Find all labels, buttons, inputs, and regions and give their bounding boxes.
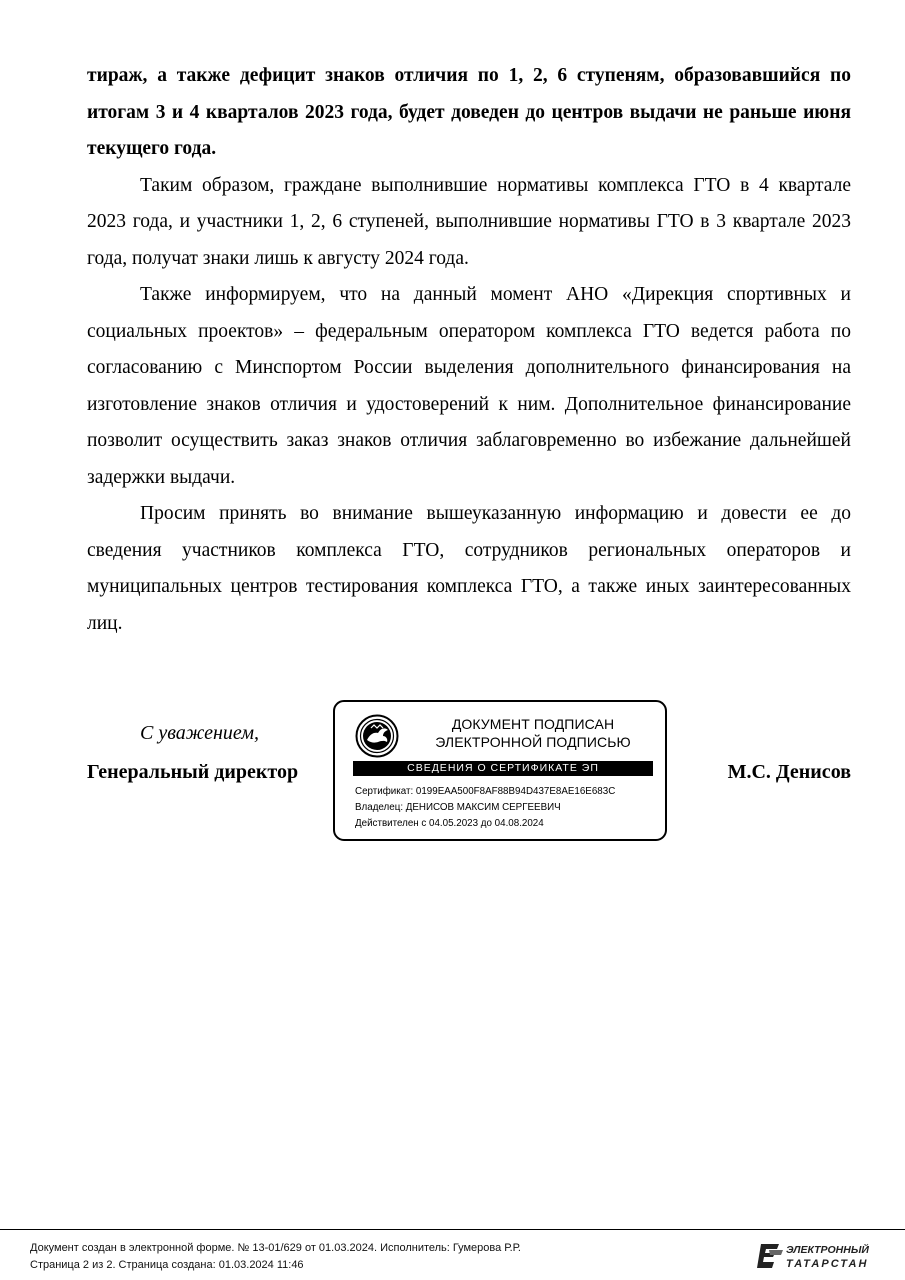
paragraph-4: Просим принять во внимание вышеуказанную информацию и довести ее до сведения участников комплекса ГТО, сотрудников региональных операторов и муниципальных центров тестирования комплекса ГТО, а также иных заинтересованных лиц. xyxy=(87,503,851,634)
footer-info xyxy=(30,1240,521,1274)
stamp-title xyxy=(413,715,653,751)
letter-body xyxy=(87,58,851,642)
signer-name: М.С. Денисов xyxy=(727,761,851,783)
footer-line-2: Страница 2 из 2. Страница создана: 01.03.2024 11:46 xyxy=(30,1259,304,1271)
signature-block xyxy=(0,700,905,850)
stamp-title-line-2: ЭЛЕКТРОННОЙ ПОДПИСЬЮ xyxy=(435,734,631,750)
electronic-signature-stamp xyxy=(333,700,667,841)
stamp-title-line-1: ДОКУМЕНТ ПОДПИСАН xyxy=(451,716,615,732)
logo-text-line-1: ЭЛЕКТРОННЫЙ xyxy=(786,1244,869,1256)
stamp-certificate-header: СВЕДЕНИЯ О СЕРТИФИКАТЕ ЭП xyxy=(353,761,653,776)
logo-text-line-2: ТАТАРСТАН xyxy=(786,1258,869,1270)
stamp-certificate-details xyxy=(355,784,615,832)
closing-regards: С уважением, xyxy=(140,722,260,744)
tatarstan-emblem-icon xyxy=(355,714,399,758)
electronic-tatarstan-logo-icon xyxy=(757,1241,877,1271)
paragraph-3: Также информируем, что на данный момент АНО «Дирекция спортивных и социальных проектов» – федеральным оператором комплекса ГТО ведется работа по согласованию с Минспортом России выделения дополнительного финансирования на изготовление знаков отличия и удостоверений к ним. Дополнительное финансирование позволит осуществить заказ знаков отличия заблаговременно во избежание дальнейшей задержки выдачи. xyxy=(87,284,851,488)
footer-line-1: Документ создан в электронной форме. № 13-01/629 от 01.03.2024. Исполнитель: Гумерова Р.Р. xyxy=(30,1242,521,1254)
signer-position: Генеральный директор xyxy=(87,761,299,783)
paragraph-2: Таким образом, граждане выполнившие нормативы комплекса ГТО в 4 квартале 2023 года, и участники 1, 2, 6 ступеней, выполнившие нормативы ГТО в 3 квартале 2023 года, получат знаки лишь к августу 2024 года. xyxy=(87,174,851,269)
stamp-certificate-number: Сертификат: 0199EAA500F8AF88B94D437E8AE16E683C xyxy=(355,786,616,797)
paragraph-1: тираж, а также дефицит знаков отличия по 1, 2, 6 ступеням, образовавшийся по итогам 3 и 4 кварталов 2023 года, будет доведен до центров выдачи не раньше июня текущего года. xyxy=(87,65,851,159)
footer-divider xyxy=(0,1229,905,1230)
stamp-owner: Владелец: ДЕНИСОВ МАКСИМ СЕРГЕЕВИЧ xyxy=(355,802,561,813)
stamp-validity: Действителен с 04.05.2023 до 04.08.2024 xyxy=(355,818,544,829)
